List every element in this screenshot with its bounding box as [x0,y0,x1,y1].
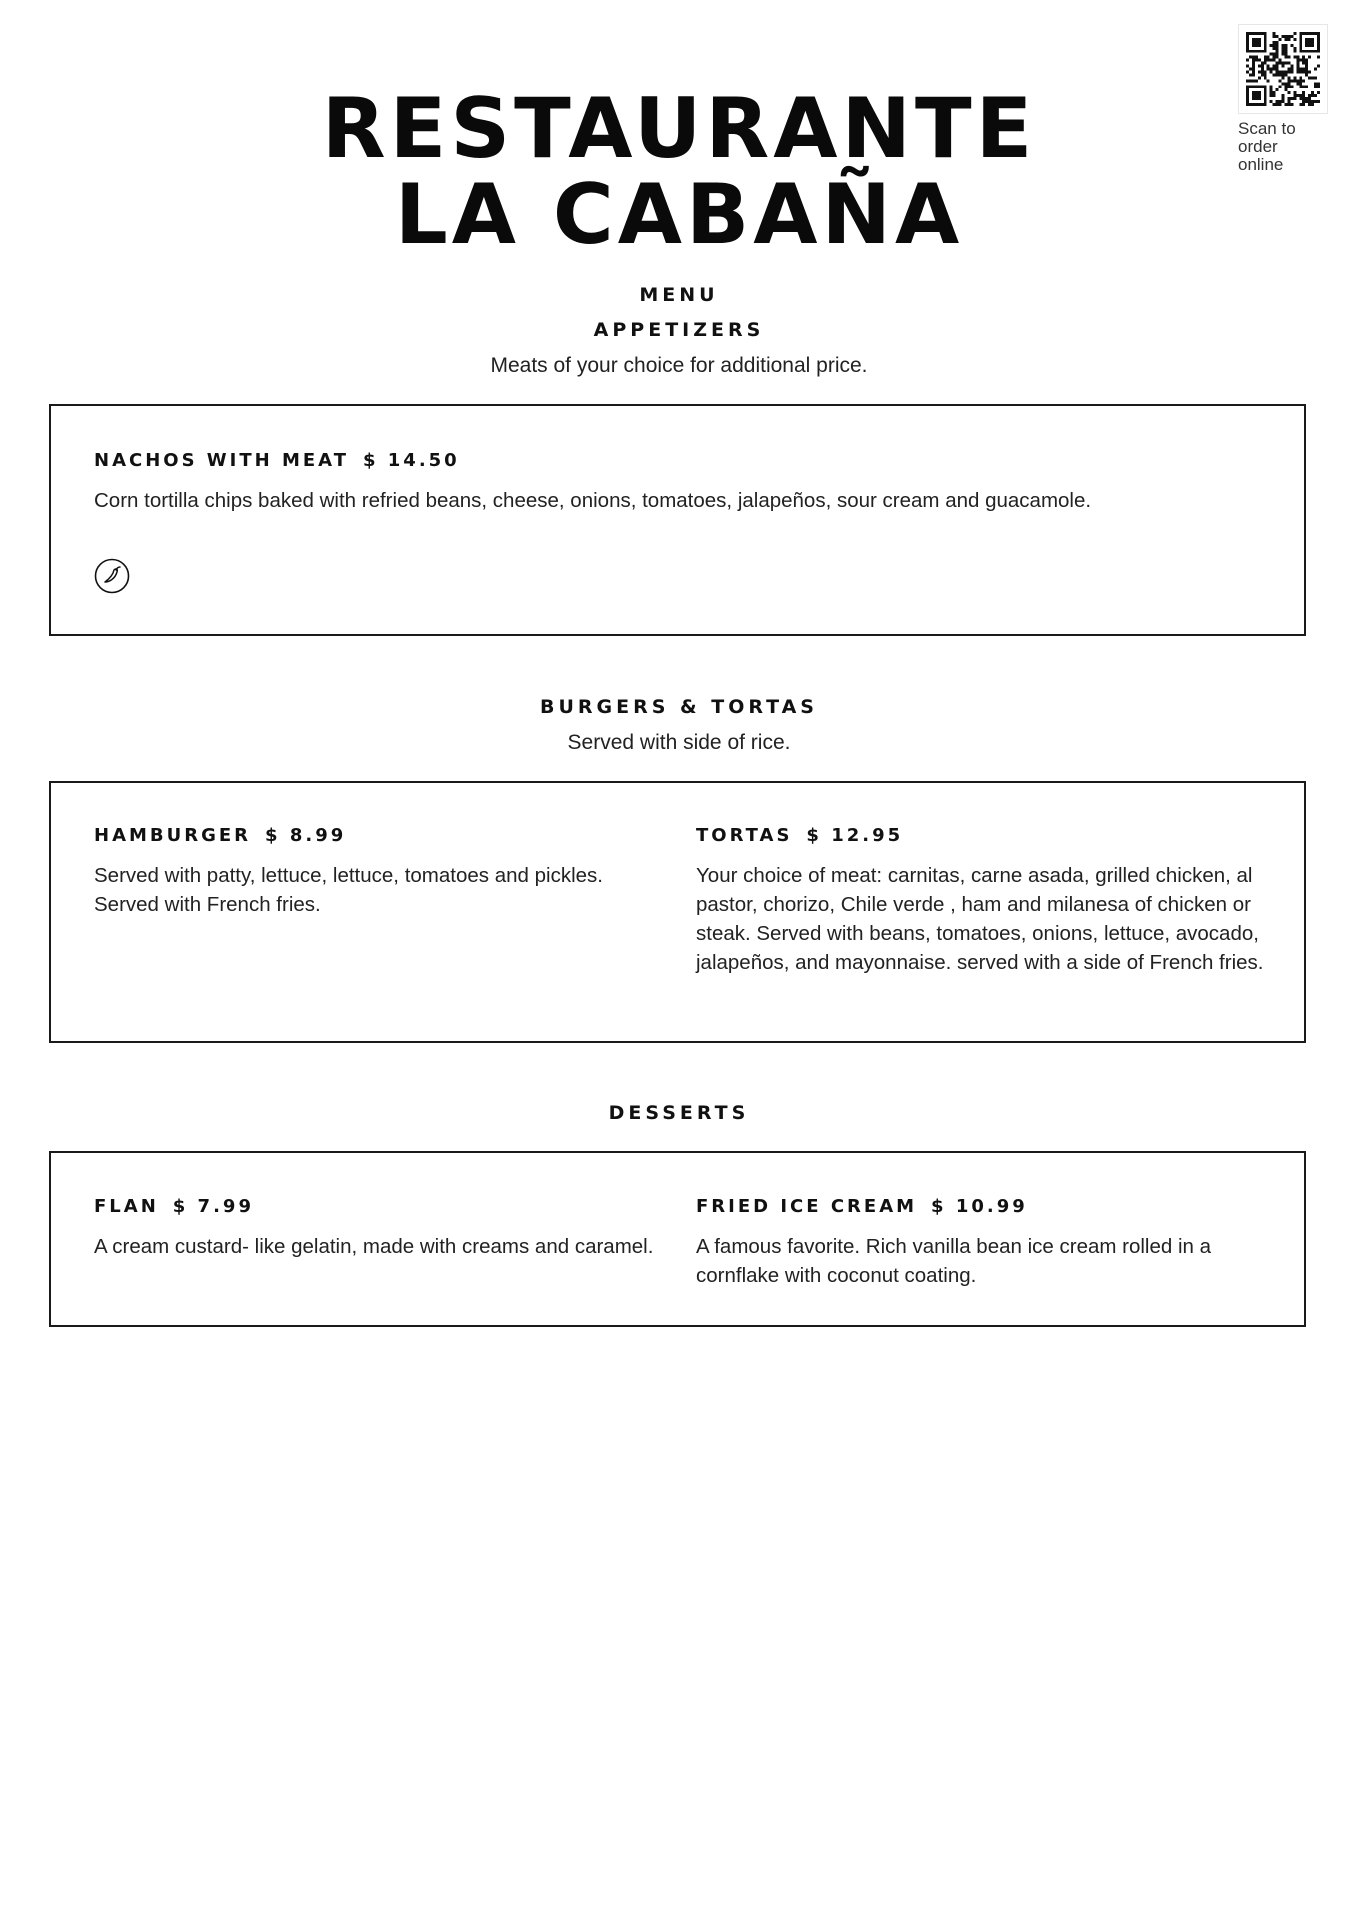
menu-item-flan [94,1196,664,1261]
desserts-box [49,1151,1306,1327]
item-name: HAMBURGER [94,825,252,846]
item-header [94,825,664,846]
item-name: FLAN [94,1196,159,1217]
item-description: Your choice of meat: carnitas, carne asada, grilled chicken, al pastor, chorizo, Chile verde , ham and milanesa of chicken or steak. Served with beans, tomatoes, onions, lettuce, avocado, jalapeños, and mayonnaise. served with a side of French fries. [696,864,1264,974]
item-header [696,1196,1266,1217]
menu-label: MENU [639,284,719,306]
burgers-box [49,781,1306,1043]
item-header [94,1196,664,1217]
section-note-appetizers: Meats of your choice for additional price. [490,354,868,377]
item-description: Corn tortilla chips baked with refried beans, cheese, onions, tomatoes, jalapeños, sour cream and guacamole. [94,489,1092,512]
item-name: FRIED ICE CREAM [696,1196,918,1217]
title-line-2: LA CABAÑA [394,166,964,263]
item-price: $ 10.99 [931,1196,1028,1217]
item-price: $ 8.99 [265,825,347,846]
item-description: Served with patty, lettuce, lettuce, tomatoes and pickles. Served with French fries. [94,864,603,916]
section-title-burgers: BURGERS & TORTAS [540,696,818,718]
item-header [94,450,1244,471]
qr-caption: Scan to order online [1238,119,1296,174]
item-price: $ 7.99 [172,1196,254,1217]
menu-item-fried-ice-cream [696,1196,1266,1290]
item-description: A famous favorite. Rich vanilla bean ice cream rolled in a cornflake with coconut coating. [696,1235,1212,1287]
title-line-1: RESTAURANTE [321,80,1037,177]
item-name: TORTAS [696,825,793,846]
chili-pepper-icon [94,558,130,594]
section-note-burgers: Served with side of rice. [567,731,791,754]
item-name: NACHOS WITH MEAT [94,450,349,471]
item-description: A cream custard- like gelatin, made with creams and caramel. [94,1235,654,1258]
menu-item-tortas [696,825,1266,977]
section-title-desserts: DESSERTS [608,1102,750,1124]
item-price: $ 14.50 [362,450,460,471]
appetizers-box [49,404,1306,636]
section-title-appetizers: APPETIZERS [593,319,765,341]
restaurant-title [0,80,1358,263]
menu-item-hamburger [94,825,664,919]
item-price: $ 12.95 [806,825,904,846]
menu-item-nachos [94,450,1244,515]
item-header [696,825,1266,846]
